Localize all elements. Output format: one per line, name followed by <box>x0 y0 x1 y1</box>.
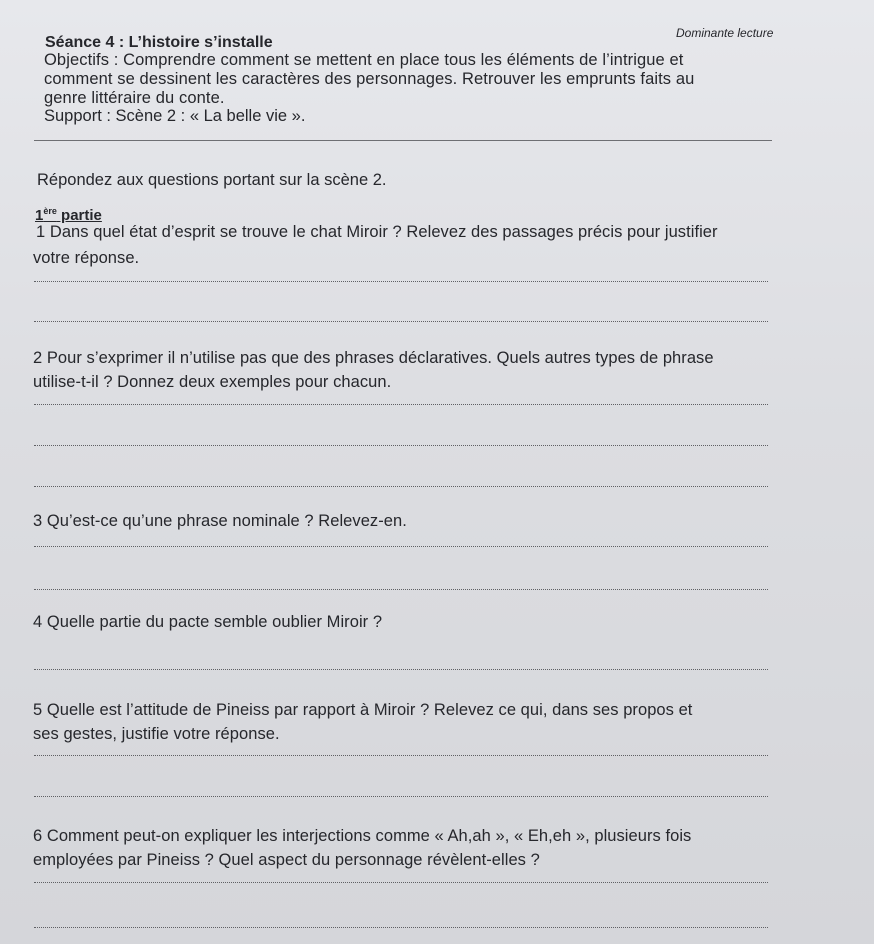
question-1-line-1: 1 Dans quel état d’esprit se trouve le chat Miroir ? Relevez des passages précis pour justifier <box>36 223 718 241</box>
question-6-line-2: employées par Pineiss ? Quel aspect du personnage révèlent-elles ? <box>33 851 540 869</box>
answer-line[interactable] <box>34 927 768 928</box>
question-5-line-1: 5 Quelle est l’attitude de Pineiss par rapport à Miroir ? Relevez ce qui, dans ses propos et <box>33 701 693 719</box>
question-4-line-1: 4 Quelle partie du pacte semble oublier Miroir ? <box>33 613 383 631</box>
objectives-line-1: Objectifs : Comprendre comment se mettent en place tous les éléments de l’intrigue et <box>44 51 684 69</box>
answer-line[interactable] <box>34 321 768 322</box>
objectives-line-3: genre littéraire du conte. <box>44 89 225 107</box>
answer-line[interactable] <box>34 589 768 590</box>
part-ordinal-suffix: ère <box>43 206 57 216</box>
header-divider <box>34 140 772 141</box>
answer-line[interactable] <box>34 669 768 670</box>
answer-line[interactable] <box>34 796 768 797</box>
question-6-line-1: 6 Comment peut-on expliquer les interjections comme « Ah,ah », « Eh,eh », plusieurs fois <box>33 827 692 845</box>
answer-line[interactable] <box>34 882 768 883</box>
question-1-line-2: votre réponse. <box>33 249 140 267</box>
instructions: Répondez aux questions portant sur la scène 2. <box>37 171 387 189</box>
answer-line[interactable] <box>34 755 768 756</box>
answer-line[interactable] <box>34 445 768 446</box>
answer-line[interactable] <box>34 486 768 487</box>
answer-line[interactable] <box>34 546 768 547</box>
support-line: Support : Scène 2 : « La belle vie ». <box>44 107 306 125</box>
question-2-line-2: utilise-t-il ? Donnez deux exemples pour chacun. <box>33 373 392 391</box>
question-5-line-2: ses gestes, justifie votre réponse. <box>33 725 280 743</box>
answer-line[interactable] <box>34 404 768 405</box>
objectives-line-2: comment se dessinent les caractères des personnages. Retrouver les emprunts faits au <box>44 70 695 88</box>
dominante-label: Dominante lecture <box>676 26 774 40</box>
session-title: Séance 4 : L’histoire s’installe <box>45 34 273 51</box>
question-3-line-1: 3 Qu’est-ce qu’une phrase nominale ? Relevez-en. <box>33 512 407 530</box>
part-label: partie <box>56 207 102 224</box>
answer-line[interactable] <box>34 281 768 282</box>
part-number: 1 <box>35 207 44 224</box>
part-heading <box>35 206 102 224</box>
question-2-line-1: 2 Pour s’exprimer il n’utilise pas que des phrases déclaratives. Quels autres types de phrase <box>33 349 714 367</box>
